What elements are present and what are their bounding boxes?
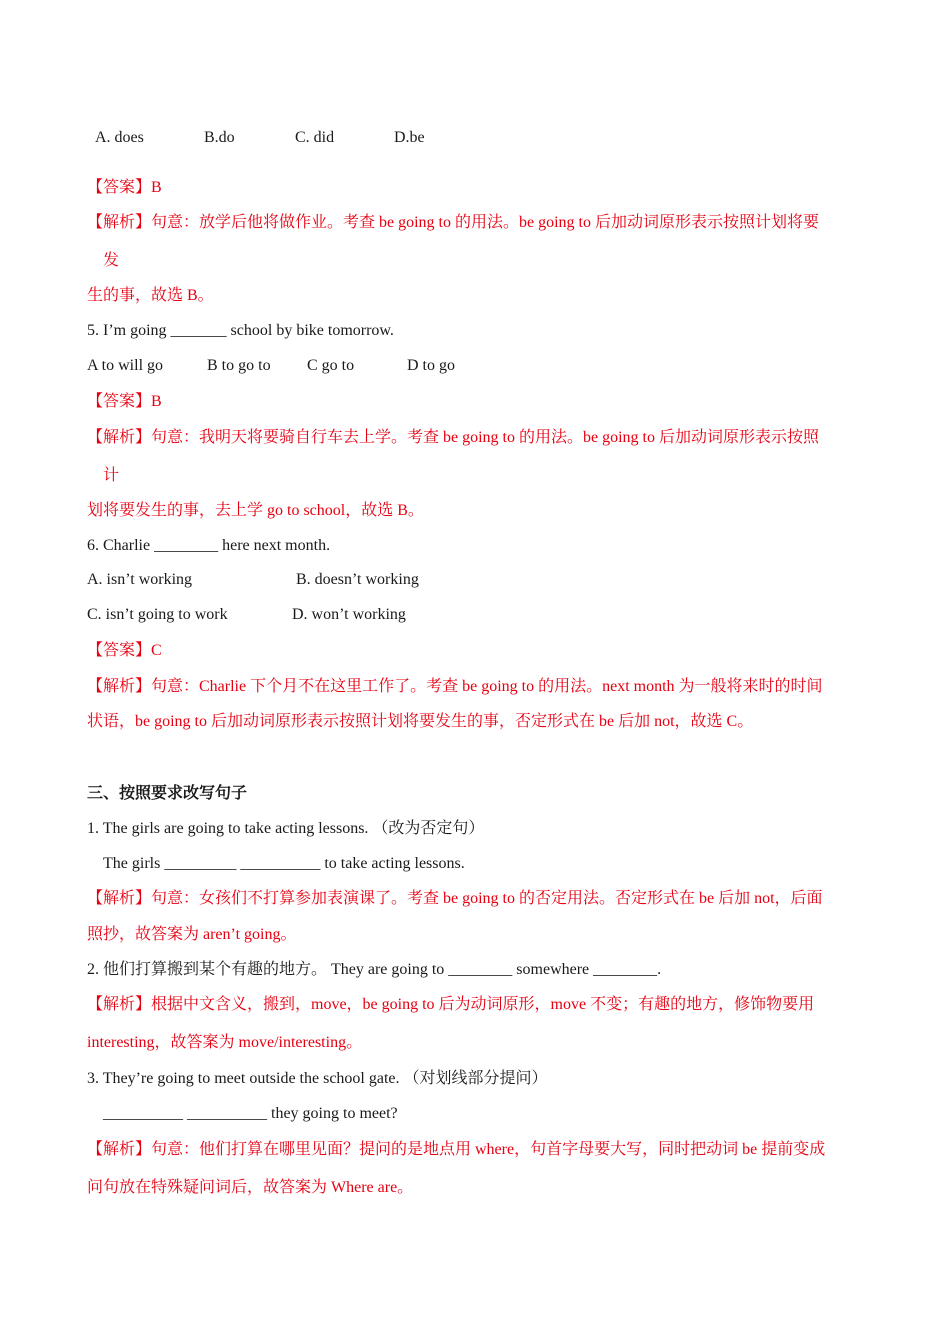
q6-stem: 6. Charlie ________ here next month. [87,537,331,554]
q6-option-d: D. won’t working [292,606,406,623]
s3-q1-analysis-line-2: 照抄，故答案为 aren’t going。 [87,926,297,943]
q5-option-d: D to go [407,357,455,374]
s3-q3-blank-line: __________ __________ they going to meet? [103,1105,398,1122]
q5-analysis-line-1: 【解析】句意：我明天将要骑自行车去上学。考查 be going to 的用法。be going to 后加动词原形表示按照 [87,429,819,446]
q6-analysis-line-2: 状语，be going to 后加动词原形表示按照计划将要发生的事，否定形式在 be 后加 not，故选 C。 [87,713,754,730]
q5-analysis-line-2: 计 [103,467,120,484]
s3-q1-blank-line: The girls _________ __________ to take acting lessons. [103,855,465,872]
s3-q2-analysis-line-2: interesting，故答案为 move/interesting。 [87,1034,363,1051]
q6-option-a: A. isn’t working [87,571,193,588]
q5-analysis-line-3: 划将要发生的事，去上学 go to school，故选 B。 [87,502,424,519]
s3-q1-analysis-line-1: 【解析】句意：女孩们不打算参加表演课了。考查 be going to 的否定用法。否定形式在 be 后加 not，后面 [87,890,823,907]
s3-q2-stem: 2. 他们打算搬到某个有趣的地方。 They are going to ________ somewhere ________. [87,961,662,978]
q6-answer: 【答案】C [87,642,162,659]
s3-q1-stem: 1. The girls are going to take acting lessons. （改为否定句） [87,820,485,837]
q6-option-c: C. isn’t going to work [87,606,228,623]
s3-q3-analysis-line-1: 【解析】句意：他们打算在哪里见面？提问的是地点用 where，句首字母要大写，同时把动词 be 提前变成 [87,1141,826,1158]
q4-analysis-line-1: 【解析】句意：放学后他将做作业。考查 be going to 的用法。be going to 后加动词原形表示按照计划将要 [87,214,819,231]
q5-option-b: B to go to [207,357,271,374]
s3-q2-analysis-line-1: 【解析】根据中文含义，搬到，move，be going to 后为动词原形，move 不变；有趣的地方，修饰物要用 [87,996,815,1013]
q4-option-c: C. did [295,129,335,146]
q5-answer: 【答案】B [87,393,162,410]
q4-option-b: B.do [204,129,235,146]
q5-option-c: C go to [307,357,355,374]
q4-option-d: D.be [394,129,425,146]
s3-q3-analysis-line-2: 问句放在特殊疑问词后，故答案为 Where are。 [87,1179,414,1196]
q4-option-a: A. does [95,129,144,146]
q4-answer: 【答案】B [87,179,162,196]
q6-analysis-line-1: 【解析】句意：Charlie 下个月不在这里工作了。考查 be going to 的用法。next month 为一般将来时的时间 [87,678,823,695]
q6-option-b: B. doesn’t working [296,571,419,588]
q4-analysis-line-3: 生的事，故选 B。 [87,287,214,304]
q5-stem: 5. I’m going _______ school by bike tomorrow. [87,322,394,339]
section-heading: 三、按照要求改写句子 [87,785,248,802]
s3-q3-stem: 3. They’re going to meet outside the school gate. （对划线部分提问） [87,1070,548,1087]
q4-analysis-line-2: 发 [103,252,120,269]
q5-option-a: A to will go [87,357,164,374]
